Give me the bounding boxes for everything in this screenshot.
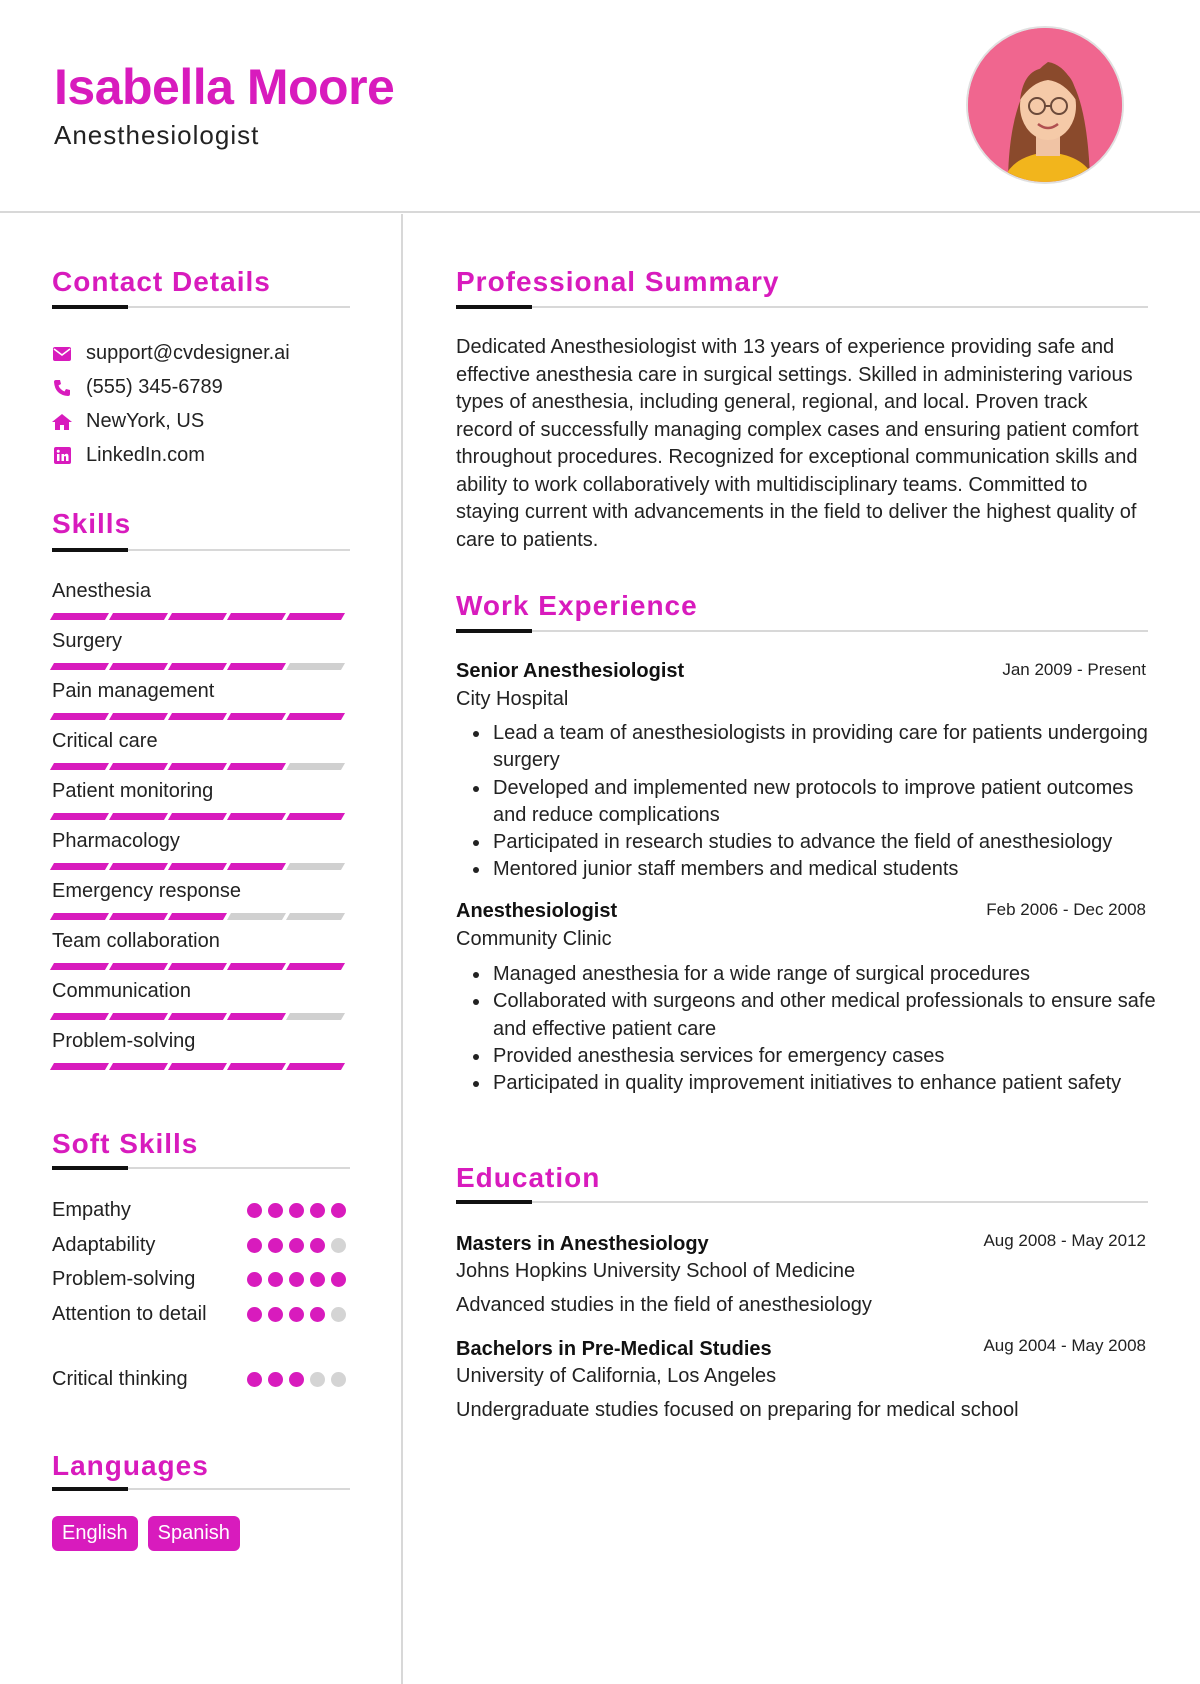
skill-segment-filled — [109, 863, 168, 870]
skills-section-title: Skills — [52, 508, 132, 539]
skills-section-rule — [52, 549, 350, 551]
skill-level-bar — [52, 913, 343, 920]
summary-text: Dedicated Anesthesiologist with 13 years of experience providing safe and effective anesthesia care in surgical settings. Skilled in administering various types of anesthesia, including general, regional, and local. Proven track record of successfully managing complex cases and ensuring patient comfort throughout procedures. Recognized for exceptional communication skills and ability to work collaboratively with multidisciplinary teams. Committed to staying current with advancements in the field to deliver the highest quality of care to patients. — [456, 336, 1139, 551]
skill-level-bar — [52, 663, 343, 670]
email-icon — [52, 344, 72, 364]
skill-label: Patient monitoring — [52, 780, 214, 802]
languages-section-title: Languages — [52, 1450, 209, 1481]
education-school: University of California, Los Angeles — [456, 1365, 777, 1387]
skill-segment-empty — [286, 763, 345, 770]
rating-dot-filled — [310, 1238, 325, 1253]
rating-dot-empty — [331, 1372, 346, 1387]
soft-skill-rating — [247, 1272, 346, 1287]
education-degree: Masters in Anesthesiology — [456, 1233, 709, 1255]
education-section-title: Education — [456, 1162, 601, 1193]
education-date: Aug 2008 - May 2012 — [983, 1231, 1146, 1250]
languages-section-rule — [52, 1488, 350, 1490]
skill-segment-filled — [50, 1013, 109, 1020]
skill-segment-empty — [286, 913, 345, 920]
rating-dot-filled — [268, 1238, 283, 1253]
soft-skill-label: Problem-solving — [52, 1268, 196, 1290]
rating-dot-empty — [331, 1238, 346, 1253]
soft-skill-rating — [247, 1372, 346, 1387]
skill-segment-filled — [168, 613, 227, 620]
contact-linkedin-text: LinkedIn.com — [86, 444, 205, 466]
rating-dot-filled — [268, 1307, 283, 1322]
skill-segment-empty — [286, 863, 345, 870]
skill-segment-filled — [109, 763, 168, 770]
contact-location — [52, 410, 204, 433]
experience-section-title: Work Experience — [456, 590, 698, 621]
contact-phone[interactable] — [52, 376, 223, 399]
rating-dot-filled — [247, 1272, 262, 1287]
skill-segment-filled — [109, 913, 168, 920]
skill-segment-filled — [50, 913, 109, 920]
education-degree: Bachelors in Pre-Medical Studies — [456, 1338, 772, 1360]
skill-segment-filled — [168, 1013, 227, 1020]
portrait-illustration — [968, 28, 1124, 184]
skill-segment-filled — [168, 913, 227, 920]
candidate-name: Isabella Moore — [54, 59, 395, 115]
job-bullets — [456, 720, 1156, 884]
skill-segment-filled — [227, 713, 286, 720]
rating-dot-filled — [310, 1272, 325, 1287]
skill-segment-filled — [286, 813, 345, 820]
skill-segment-filled — [50, 613, 109, 620]
skill-segment-filled — [109, 713, 168, 720]
job-bullet: Participated in quality improvement initiatives to enhance patient safety — [456, 1070, 1156, 1097]
rating-dot-filled — [289, 1203, 304, 1218]
skill-segment-filled — [50, 763, 109, 770]
skill-segment-filled — [109, 1013, 168, 1020]
skill-level-bar — [52, 863, 343, 870]
skill-label: Emergency response — [52, 880, 241, 902]
skill-segment-filled — [168, 763, 227, 770]
rating-dot-filled — [310, 1307, 325, 1322]
linkedin-icon — [52, 446, 72, 466]
skill-level-bar — [52, 763, 343, 770]
summary-section-rule — [456, 306, 1148, 308]
rating-dot-filled — [289, 1372, 304, 1387]
contact-phone-text: (555) 345-6789 — [86, 376, 223, 398]
job-title: Senior Anesthesiologist — [456, 660, 685, 682]
job-organization: Community Clinic — [456, 928, 612, 950]
skill-label: Pain management — [52, 680, 215, 702]
skill-segment-empty — [286, 663, 345, 670]
skill-segment-filled — [168, 863, 227, 870]
candidate-role: Anesthesiologist — [54, 120, 260, 150]
soft-skill-rating — [247, 1307, 346, 1322]
summary-section-title: Professional Summary — [456, 266, 780, 297]
contact-section-rule — [52, 306, 350, 308]
skill-segment-filled — [168, 663, 227, 670]
rating-dot-filled — [268, 1272, 283, 1287]
skill-label: Problem-solving — [52, 1030, 196, 1052]
skill-segment-filled — [109, 1063, 168, 1070]
contact-linkedin[interactable] — [52, 444, 205, 467]
column-divider — [401, 214, 403, 1684]
job-bullet: Participated in research studies to advance the field of anesthesiology — [456, 829, 1156, 856]
education-date: Aug 2004 - May 2008 — [983, 1336, 1146, 1355]
soft-skills-section-title: Soft Skills — [52, 1128, 199, 1159]
skill-segment-filled — [50, 813, 109, 820]
skill-segment-filled — [227, 863, 286, 870]
skill-label: Surgery — [52, 630, 123, 652]
skill-label: Critical care — [52, 730, 158, 752]
skill-segment-filled — [286, 613, 345, 620]
skill-segment-filled — [227, 813, 286, 820]
soft-skill-rating — [247, 1238, 346, 1253]
contact-email[interactable] — [52, 342, 290, 365]
soft-skills-section-rule — [52, 1167, 350, 1169]
rating-dot-filled — [247, 1372, 262, 1387]
soft-skill-label: Critical thinking — [52, 1368, 188, 1390]
phone-icon — [52, 378, 72, 398]
contact-location-text: NewYork, US — [86, 410, 205, 432]
skill-segment-empty — [286, 1013, 345, 1020]
soft-skill-label: Adaptability — [52, 1234, 156, 1256]
skill-level-bar — [52, 613, 343, 620]
soft-skill-rating — [247, 1203, 346, 1218]
contact-email-text: support@cvdesigner.ai — [86, 342, 290, 364]
rating-dot-filled — [247, 1238, 262, 1253]
skill-label: Communication — [52, 980, 191, 1002]
skill-segment-filled — [168, 963, 227, 970]
resume-header — [0, 0, 1200, 213]
skill-segment-empty — [227, 913, 286, 920]
rating-dot-filled — [268, 1372, 283, 1387]
soft-skill-label: Attention to detail — [52, 1303, 207, 1325]
job-date: Feb 2006 - Dec 2008 — [986, 900, 1146, 919]
experience-section-rule — [456, 630, 1148, 632]
language-badge: English — [52, 1516, 138, 1551]
job-bullets — [456, 961, 1156, 1097]
skill-segment-filled — [227, 963, 286, 970]
education-section-rule — [456, 1201, 1148, 1203]
skill-segment-filled — [50, 663, 109, 670]
job-date: Jan 2009 - Present — [1002, 660, 1146, 679]
skill-level-bar — [52, 1013, 343, 1020]
rating-dot-empty — [310, 1372, 325, 1387]
education-school: Johns Hopkins University School of Medicine — [456, 1260, 856, 1282]
skill-level-bar — [52, 713, 343, 720]
rating-dot-filled — [289, 1307, 304, 1322]
education-description: Undergraduate studies focused on preparing for medical school — [456, 1399, 1019, 1421]
rating-dot-filled — [247, 1307, 262, 1322]
job-bullet: Managed anesthesia for a wide range of surgical procedures — [456, 961, 1156, 988]
skill-level-bar — [52, 963, 343, 970]
skill-segment-filled — [227, 1013, 286, 1020]
skill-level-bar — [52, 813, 343, 820]
skill-segment-filled — [50, 963, 109, 970]
home-icon — [52, 412, 72, 432]
skill-segment-filled — [109, 963, 168, 970]
skill-segment-filled — [109, 613, 168, 620]
profile-photo — [966, 26, 1124, 184]
skill-segment-filled — [227, 1063, 286, 1070]
skill-segment-filled — [109, 663, 168, 670]
contact-section-title: Contact Details — [52, 266, 271, 297]
rating-dot-filled — [289, 1238, 304, 1253]
skill-segment-filled — [286, 1063, 345, 1070]
job-bullet: Provided anesthesia services for emergency cases — [456, 1043, 1156, 1070]
rating-dot-filled — [310, 1203, 325, 1218]
rating-dot-filled — [331, 1272, 346, 1287]
skill-segment-filled — [50, 713, 109, 720]
skill-label: Team collaboration — [52, 930, 220, 952]
rating-dot-filled — [289, 1272, 304, 1287]
skill-segment-filled — [227, 763, 286, 770]
skill-level-bar — [52, 1063, 343, 1070]
skill-segment-filled — [286, 713, 345, 720]
skill-segment-filled — [50, 863, 109, 870]
skill-segment-filled — [168, 813, 227, 820]
skill-segment-filled — [168, 1063, 227, 1070]
rating-dot-filled — [247, 1203, 262, 1218]
education-description: Advanced studies in the field of anesthesiology — [456, 1294, 872, 1316]
skill-label: Pharmacology — [52, 830, 180, 852]
job-organization: City Hospital — [456, 688, 569, 710]
job-bullet: Collaborated with surgeons and other medical professionals to ensure safe and effective patient care — [456, 988, 1156, 1043]
job-title: Anesthesiologist — [456, 900, 618, 922]
rating-dot-filled — [331, 1203, 346, 1218]
job-bullet: Mentored junior staff members and medical students — [456, 856, 1156, 883]
skill-segment-filled — [50, 1063, 109, 1070]
job-bullet: Developed and implemented new protocols to improve patient outcomes and reduce complications — [456, 775, 1156, 830]
languages-list — [52, 1516, 240, 1551]
soft-skill-label: Empathy — [52, 1199, 131, 1221]
rating-dot-filled — [268, 1203, 283, 1218]
job-bullet: Lead a team of anesthesiologists in providing care for patients undergoing surgery — [456, 720, 1156, 775]
skill-segment-filled — [286, 963, 345, 970]
skill-segment-filled — [227, 613, 286, 620]
language-badge: Spanish — [148, 1516, 240, 1551]
skill-segment-filled — [227, 663, 286, 670]
skill-segment-filled — [109, 813, 168, 820]
skill-label: Anesthesia — [52, 580, 151, 602]
rating-dot-empty — [331, 1307, 346, 1322]
skill-segment-filled — [168, 713, 227, 720]
